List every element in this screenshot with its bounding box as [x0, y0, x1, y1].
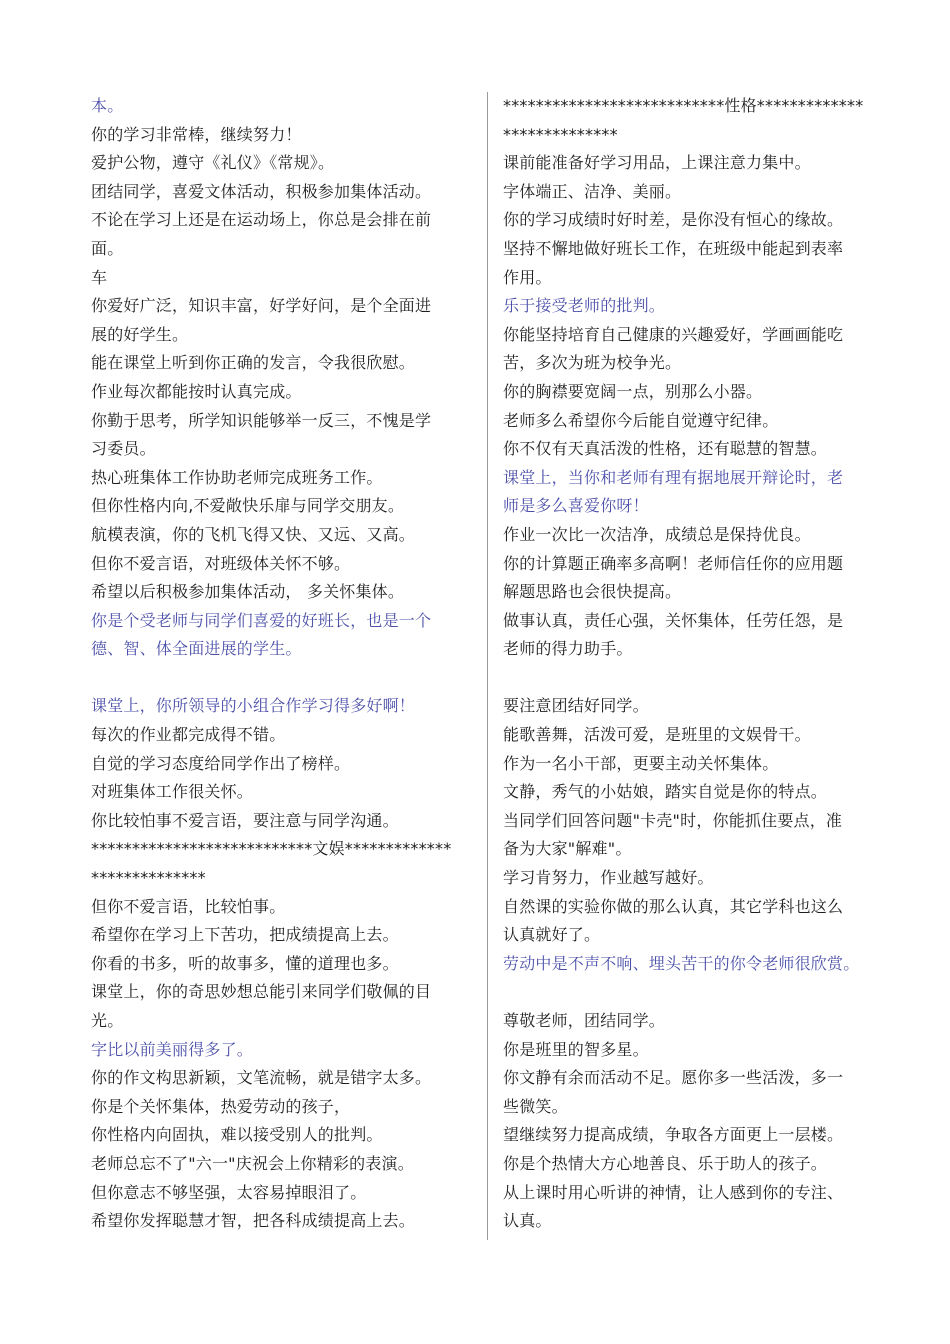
- comment-line: 师是多么喜爱你呀！: [503, 496, 649, 516]
- comment-line: 你的学习成绩时好时差，是你没有恒心的缘故。: [503, 210, 844, 230]
- blank-line: [503, 664, 883, 693]
- column-divider: [487, 92, 488, 1240]
- comment-line: ***************************文娱*************: [91, 839, 452, 859]
- comment-line: 作业一次比一次洁净，成绩总是保持优良。: [503, 524, 811, 544]
- comment-line: 做事认真，责任心强，关怀集体，任劳任怨，是: [503, 610, 844, 630]
- blank-line: [503, 978, 883, 1007]
- comment-line: 你是班里的智多星。: [503, 1039, 649, 1059]
- comment-line: 德、智、体全面进展的学生。: [91, 639, 302, 659]
- comment-line: 你是个受老师与同学们喜爱的好班长，也是一个: [91, 610, 432, 630]
- comment-line: 解题思路也会很快提高。: [503, 582, 682, 602]
- comment-line: 你是个关怀集体，热爱劳动的孩子，: [91, 1096, 351, 1116]
- comment-line: **************: [91, 868, 206, 888]
- comment-line: 当同学们回答问题"卡壳"时，你能抓住要点，准: [503, 810, 843, 830]
- comment-line: 你能坚持培育自己健康的兴趣爱好，学画画能吃: [503, 324, 844, 344]
- comment-line: 每次的作业都完成得不错。: [91, 725, 286, 745]
- comment-line: 爱护公物，遵守《礼仪》《常规》。: [91, 153, 335, 173]
- comment-line: 坚持不懈地做好班长工作，在班级中能起到表率: [503, 238, 844, 258]
- comment-line: 但你性格内向,不爱敞快乐扉与同学交朋友。: [91, 496, 405, 516]
- comment-line: 但你意志不够坚强，太容易掉眼泪了。: [91, 1182, 367, 1202]
- left-column: [91, 92, 471, 1236]
- comment-line: 些微笑。: [503, 1096, 568, 1116]
- comment-line: 尊敬老师，团结同学。: [503, 1011, 666, 1030]
- comment-line: 你看的书多，听的故事多，懂的道理也多。: [91, 953, 399, 973]
- comment-line: 但你不爱言语，对班级体关怀不够。: [91, 553, 351, 573]
- comment-line: 你的作文构思新颖，文笔流畅，就是错字太多。: [91, 1068, 432, 1088]
- comment-line: 认真。: [503, 1211, 552, 1231]
- comment-line: 你的计算题正确率多高啊！老师信任你的应用题: [503, 553, 844, 573]
- comment-line: 课前能准备好学习用品，上课注意力集中。: [503, 153, 811, 173]
- comment-line: 希望你在学习上下苦功，把成绩提高上去。: [91, 925, 399, 945]
- comment-line: 航模表演，你的飞机飞得又快、又远、又高。: [91, 524, 416, 544]
- comment-line: 老师总忘不了"六一"庆祝会上你精彩的表演。: [91, 1153, 414, 1173]
- comment-line: 对班集体工作很关怀。: [91, 782, 254, 802]
- comment-line: 能在课堂上听到你正确的发言，令我很欣慰。: [91, 353, 416, 373]
- comment-line: 老师的得力助手。: [503, 639, 633, 659]
- comment-line: 光。: [91, 1011, 124, 1030]
- comment-line: 但你不爱言语，比较怕事。: [91, 896, 286, 916]
- comment-line: 课堂上，你所领导的小组合作学习得多好啊！: [91, 696, 416, 716]
- comment-line: 你勤于思考，所学知识能够举一反三，不愧是学: [91, 410, 432, 430]
- comment-line: 你不仅有天真活泼的性格，还有聪慧的智慧。: [503, 439, 828, 459]
- comment-line: 自然课的实验你做的那么认真，其它学科也这么: [503, 896, 844, 916]
- comment-line: 课堂上，当你和老师有理有据地展开辩论时，老: [503, 467, 844, 487]
- comment-line: 自觉的学习态度给同学作出了榜样。: [91, 753, 351, 773]
- comment-line: 你比较怕事不爱言语，要注意与同学沟通。: [91, 810, 399, 830]
- comment-line: 你文静有余而活动不足。愿你多一些活泼，多一: [503, 1068, 844, 1088]
- comment-line: 面。: [91, 238, 124, 258]
- comment-line: 苦，多次为班为校争光。: [503, 353, 682, 373]
- comment-line: 劳动中是不声不响、埋头苦干的你令老师很欣赏。: [503, 953, 860, 973]
- comment-line: 你爱好广泛，知识丰富，好学好问，是个全面进: [91, 296, 432, 316]
- comment-line: 团结同学，喜爱文体活动，积极参加集体活动。: [91, 181, 432, 201]
- comment-line: 乐于接受老师的批判。: [503, 296, 666, 316]
- comment-line: 你是个热情大方心地善良、乐于助人的孩子。: [503, 1153, 828, 1173]
- comment-line: 认真就好了。: [503, 925, 601, 945]
- comment-line: 你性格内向固执，难以接受别人的批判。: [91, 1125, 383, 1145]
- comment-line: 你的胸襟要宽阔一点，别那么小器。: [503, 381, 763, 401]
- comment-line: 能歌善舞，活泼可爱，是班里的文娱骨干。: [503, 725, 811, 745]
- comment-line: 字比以前美丽得多了。: [91, 1039, 254, 1059]
- comment-line: 文静，秀气的小姑娘，踏实自觉是你的特点。: [503, 782, 828, 802]
- comment-line: 字体端正、洁净、美丽。: [503, 181, 682, 201]
- comment-line: 要注意团结好同学。: [503, 696, 649, 716]
- blank-line: [91, 664, 471, 693]
- comment-line: 望继续努力提高成绩，争取各方面更上一层楼。: [503, 1125, 844, 1145]
- comment-line: 作用。: [503, 267, 552, 287]
- comment-line: 展的好学生。: [91, 324, 189, 344]
- comment-line: ***************************性格*************: [503, 96, 864, 115]
- comment-line: 作为一名小干部，更要主动关怀集体。: [503, 753, 779, 773]
- right-column: [503, 92, 883, 1236]
- comment-line: 备为大家"解难"。: [503, 839, 632, 859]
- comment-line: 不论在学习上还是在运动场上，你总是会排在前: [91, 210, 432, 230]
- comment-line: 希望以后积极参加集体活动， 多关怀集体。: [91, 582, 405, 602]
- comment-line: 课堂上，你的奇思妙想总能引来同学们敬佩的目: [91, 982, 432, 1002]
- comment-line: 你的学习非常棒，继续努力！: [91, 124, 302, 144]
- comment-line: 希望你发挥聪慧才智，把各科成绩提高上去。: [91, 1211, 416, 1231]
- comment-line: 学习肯努力，作业越写越好。: [503, 868, 714, 888]
- comment-line: 从上课时用心听讲的神情，让人感到你的专注、: [503, 1182, 844, 1202]
- comment-line: 习委员。: [91, 439, 156, 459]
- comment-line: 热心班集体工作协助老师完成班务工作。: [91, 467, 383, 487]
- comment-line: 车: [91, 267, 108, 287]
- comment-line: 本。: [91, 96, 124, 115]
- comment-line: **************: [503, 124, 618, 144]
- comment-line: 作业每次都能按时认真完成。: [91, 381, 302, 401]
- comment-line: 老师多么希望你今后能自觉遵守纪律。: [503, 410, 779, 430]
